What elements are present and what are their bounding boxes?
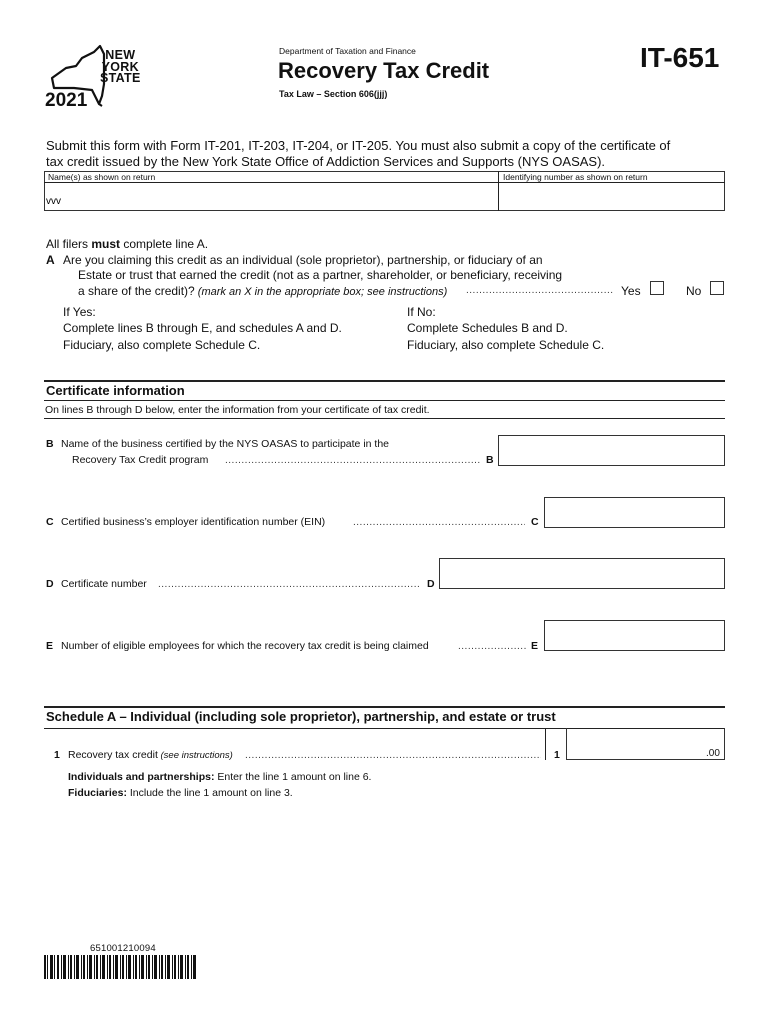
barcode-icon [44, 955, 196, 979]
form-year: 2021 [45, 90, 88, 111]
certificate-number-input[interactable] [439, 558, 725, 589]
logo-state-name [100, 50, 141, 85]
tax-law-reference: Tax Law – Section 606(jjj) [279, 89, 388, 99]
line-c-letter: C [46, 516, 54, 528]
logo-word: YORK [101, 59, 139, 74]
no-label: No [686, 284, 702, 298]
yes-checkbox[interactable] [650, 281, 664, 295]
business-name-input[interactable] [498, 435, 725, 466]
if-no-instruction-2: Fiduciary, also complete Schedule C. [407, 338, 605, 352]
schedule-a-line-1-number: 1 [54, 749, 60, 761]
names-field-label: Name(s) as shown on return [48, 172, 156, 182]
schedule-a-heading: Schedule A – Individual (including sole proprietor), partnership, and estate or trust [46, 709, 556, 724]
line-b-letter: B [46, 438, 54, 450]
if-no-instruction-1: Complete Schedules B and D. [407, 321, 568, 335]
recovery-tax-credit-amount-input[interactable] [566, 728, 725, 760]
all-filers-note: All filers must complete line A. [46, 237, 209, 251]
line-d-tag: D [427, 578, 435, 590]
line-a-question-1: Are you claiming this credit as an individual (sole proprietor), partnership, or fiduciary of an [63, 253, 543, 267]
yes-label: Yes [621, 284, 641, 298]
id-number-input[interactable] [501, 186, 721, 208]
if-yes-instruction-1: Complete lines B through E, and schedules A and D. [63, 321, 342, 335]
logo-word: STATE [100, 71, 141, 85]
eligible-employees-input[interactable] [544, 620, 725, 651]
amount-cents: .00 [706, 748, 720, 759]
names-input[interactable] [46, 193, 494, 209]
line-b-text-1: Name of the business certified by the NYS OASAS to participate in the [61, 438, 390, 450]
line-a-question-2: Estate or trust that earned the credit (not as a partner, shareholder, or beneficiary, receiving [78, 268, 563, 282]
logo-word: NEW [105, 48, 136, 62]
intro-line-2: tax credit issued by the New York State Office of Addiction Services and Supports (NYS OASAS). [46, 154, 606, 169]
individuals-note: Individuals and partnerships: Enter the line 1 amount on line 6. [68, 771, 372, 783]
if-yes-title: If Yes: [63, 305, 96, 319]
form-title: Recovery Tax Credit [278, 58, 490, 83]
line-d-letter: D [46, 578, 54, 590]
schedule-a-line-1-tag: 1 [554, 749, 560, 761]
certificate-subtext: On lines B through D below, enter the information from your certificate of tax credit. [45, 404, 430, 416]
line-c-tag: C [531, 516, 539, 528]
schedule-a-line-1-text: Recovery tax credit (see instructions) [68, 749, 233, 761]
certificate-heading: Certificate information [46, 383, 185, 398]
line-d-text: Certificate number [61, 578, 147, 590]
id-number-label: Identifying number as shown on return [503, 172, 648, 182]
line-a-question-3: a share of the credit)? (mark an X in the appropriate box; see instructions) [78, 284, 448, 298]
barcode [44, 955, 196, 979]
department-name: Department of Taxation and Finance [279, 46, 416, 56]
ein-input[interactable] [544, 497, 725, 528]
line-e-text: Number of eligible employees for which the recovery tax credit is being claimed [61, 640, 429, 652]
barcode-number: 651001210094 [90, 943, 156, 954]
line-a-letter: A [46, 253, 55, 267]
fiduciaries-note: Fiduciaries: Include the line 1 amount on line 3. [68, 787, 293, 799]
line-e-letter: E [46, 640, 54, 652]
line-e-tag: E [531, 640, 539, 652]
intro-line-1: Submit this form with Form IT-201, IT-203, IT-204, or IT-205. You must also submit a copy of the certificate of [46, 138, 671, 153]
line-b-text-2: Recovery Tax Credit program [72, 454, 209, 466]
form-number: IT-651 [640, 42, 720, 73]
if-yes-instruction-2: Fiduciary, also complete Schedule C. [63, 338, 261, 352]
line-c-text: Certified business’s employer identification number (EIN) [61, 516, 326, 528]
no-checkbox[interactable] [710, 281, 724, 295]
line-b-tag: B [486, 454, 494, 466]
if-no-title: If No: [407, 305, 436, 319]
